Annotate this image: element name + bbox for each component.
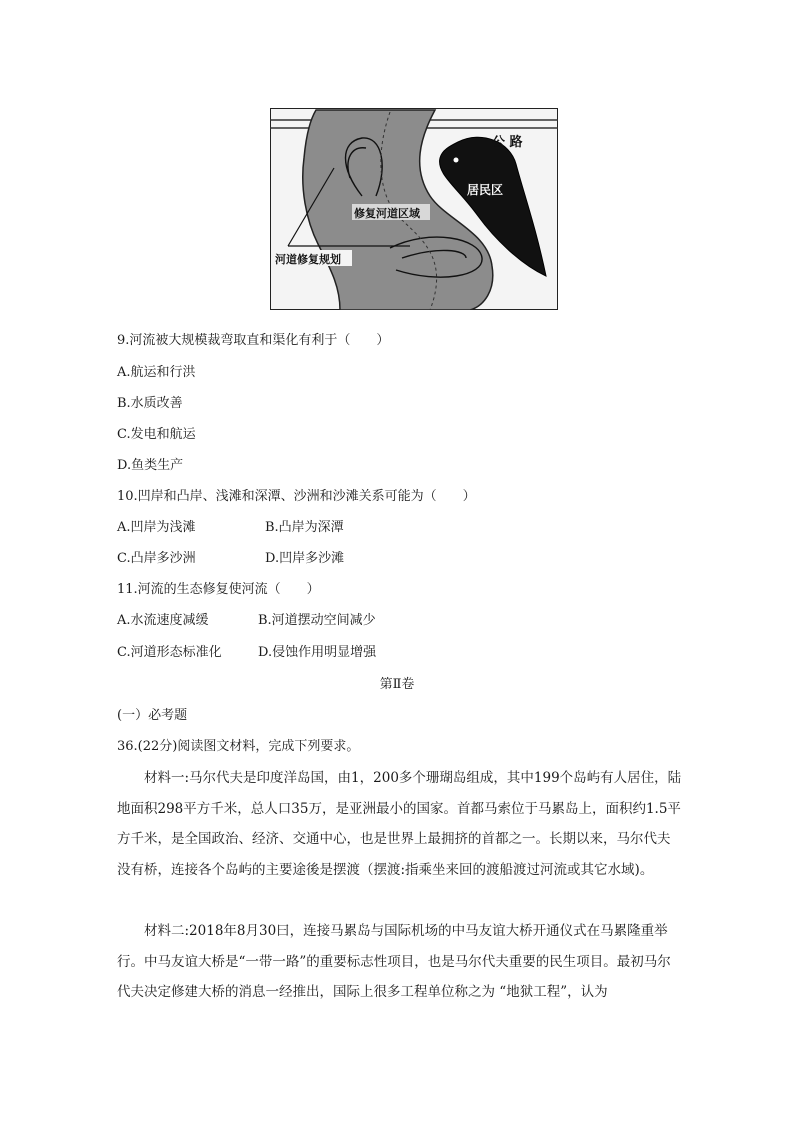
question-9-option-d: D.鱼类生产 xyxy=(117,458,184,473)
question-36-stem: 36.(22分)阅读图文材料，完成下列要求。 xyxy=(117,739,360,754)
restore-area-label: 修复河道区域 xyxy=(354,207,420,220)
question-11-option-a: A.水流速度减缓 xyxy=(117,613,209,628)
question-9-stem: 9.河流被大规模裁弯取直和渠化有利于（ ） xyxy=(117,333,390,348)
section-title: 第Ⅱ卷 xyxy=(379,677,415,692)
question-11-option-b: B.河道摆动空间减少 xyxy=(258,613,376,628)
question-9-option-a: A.航运和行洪 xyxy=(117,365,196,380)
question-10-option-a: A.凹岸为浅滩 xyxy=(117,520,196,535)
question-11-stem: 11.河流的生态修复使河流（ ） xyxy=(117,582,320,597)
residential-label: 居民区 xyxy=(467,183,504,197)
question-11-option-d: D.侵蚀作用明显增强 xyxy=(258,645,377,660)
question-10-option-d: D.凹岸多沙滩 xyxy=(265,551,345,566)
question-9-option-c: C.发电和航运 xyxy=(117,427,196,442)
material-two-paragraph: 材料二:2018年8月30曰，连接马累岛与国际机场的中马友谊大桥开通仪式在马累隆重举行。中马友谊大桥是“一带一路”的重要标志性项目，也是马尔代夫重要的民生项目。最初马尔代夫决定修建大桥的消息一经推出，国际上很多工程单位称之为 “地狱工程”，认为 xyxy=(117,923,671,1001)
river-restoration-map xyxy=(270,108,558,310)
road-label: 公 路 xyxy=(492,135,523,150)
question-9-option-b: B.水质改善 xyxy=(117,396,183,411)
question-11-option-c: C.河道形态标准化 xyxy=(117,645,222,660)
residential-marker xyxy=(454,158,459,163)
plan-label: 河道修复规划 xyxy=(275,253,341,266)
section-subtitle: (一）必考题 xyxy=(117,708,188,723)
question-10-stem: 10.凹岸和凸岸、浅滩和深潭、沙洲和沙滩关系可能为（ ） xyxy=(117,489,476,504)
question-10-option-b: B.凸岸为深潭 xyxy=(265,520,344,535)
question-10-option-c: C.凸岸多沙洲 xyxy=(117,551,196,566)
material-one-paragraph: 材料一:马尔代夫是印度洋岛国，由1，200多个珊瑚岛组成，其中199个岛屿有人居住，陆地面积298平方千米，总人口35万，是亚洲最小的国家。首都马索位于马累岛上，面积约1.5平方千米，是全国政治、经济、交通中心，也是世界上最拥挤的首都之一。长期以来，马尔代夫没有桥，连接各个岛屿的主要途後是摆渡（摆渡:指乘坐来回的渡船渡过河流或其它水域)。 xyxy=(117,770,682,878)
